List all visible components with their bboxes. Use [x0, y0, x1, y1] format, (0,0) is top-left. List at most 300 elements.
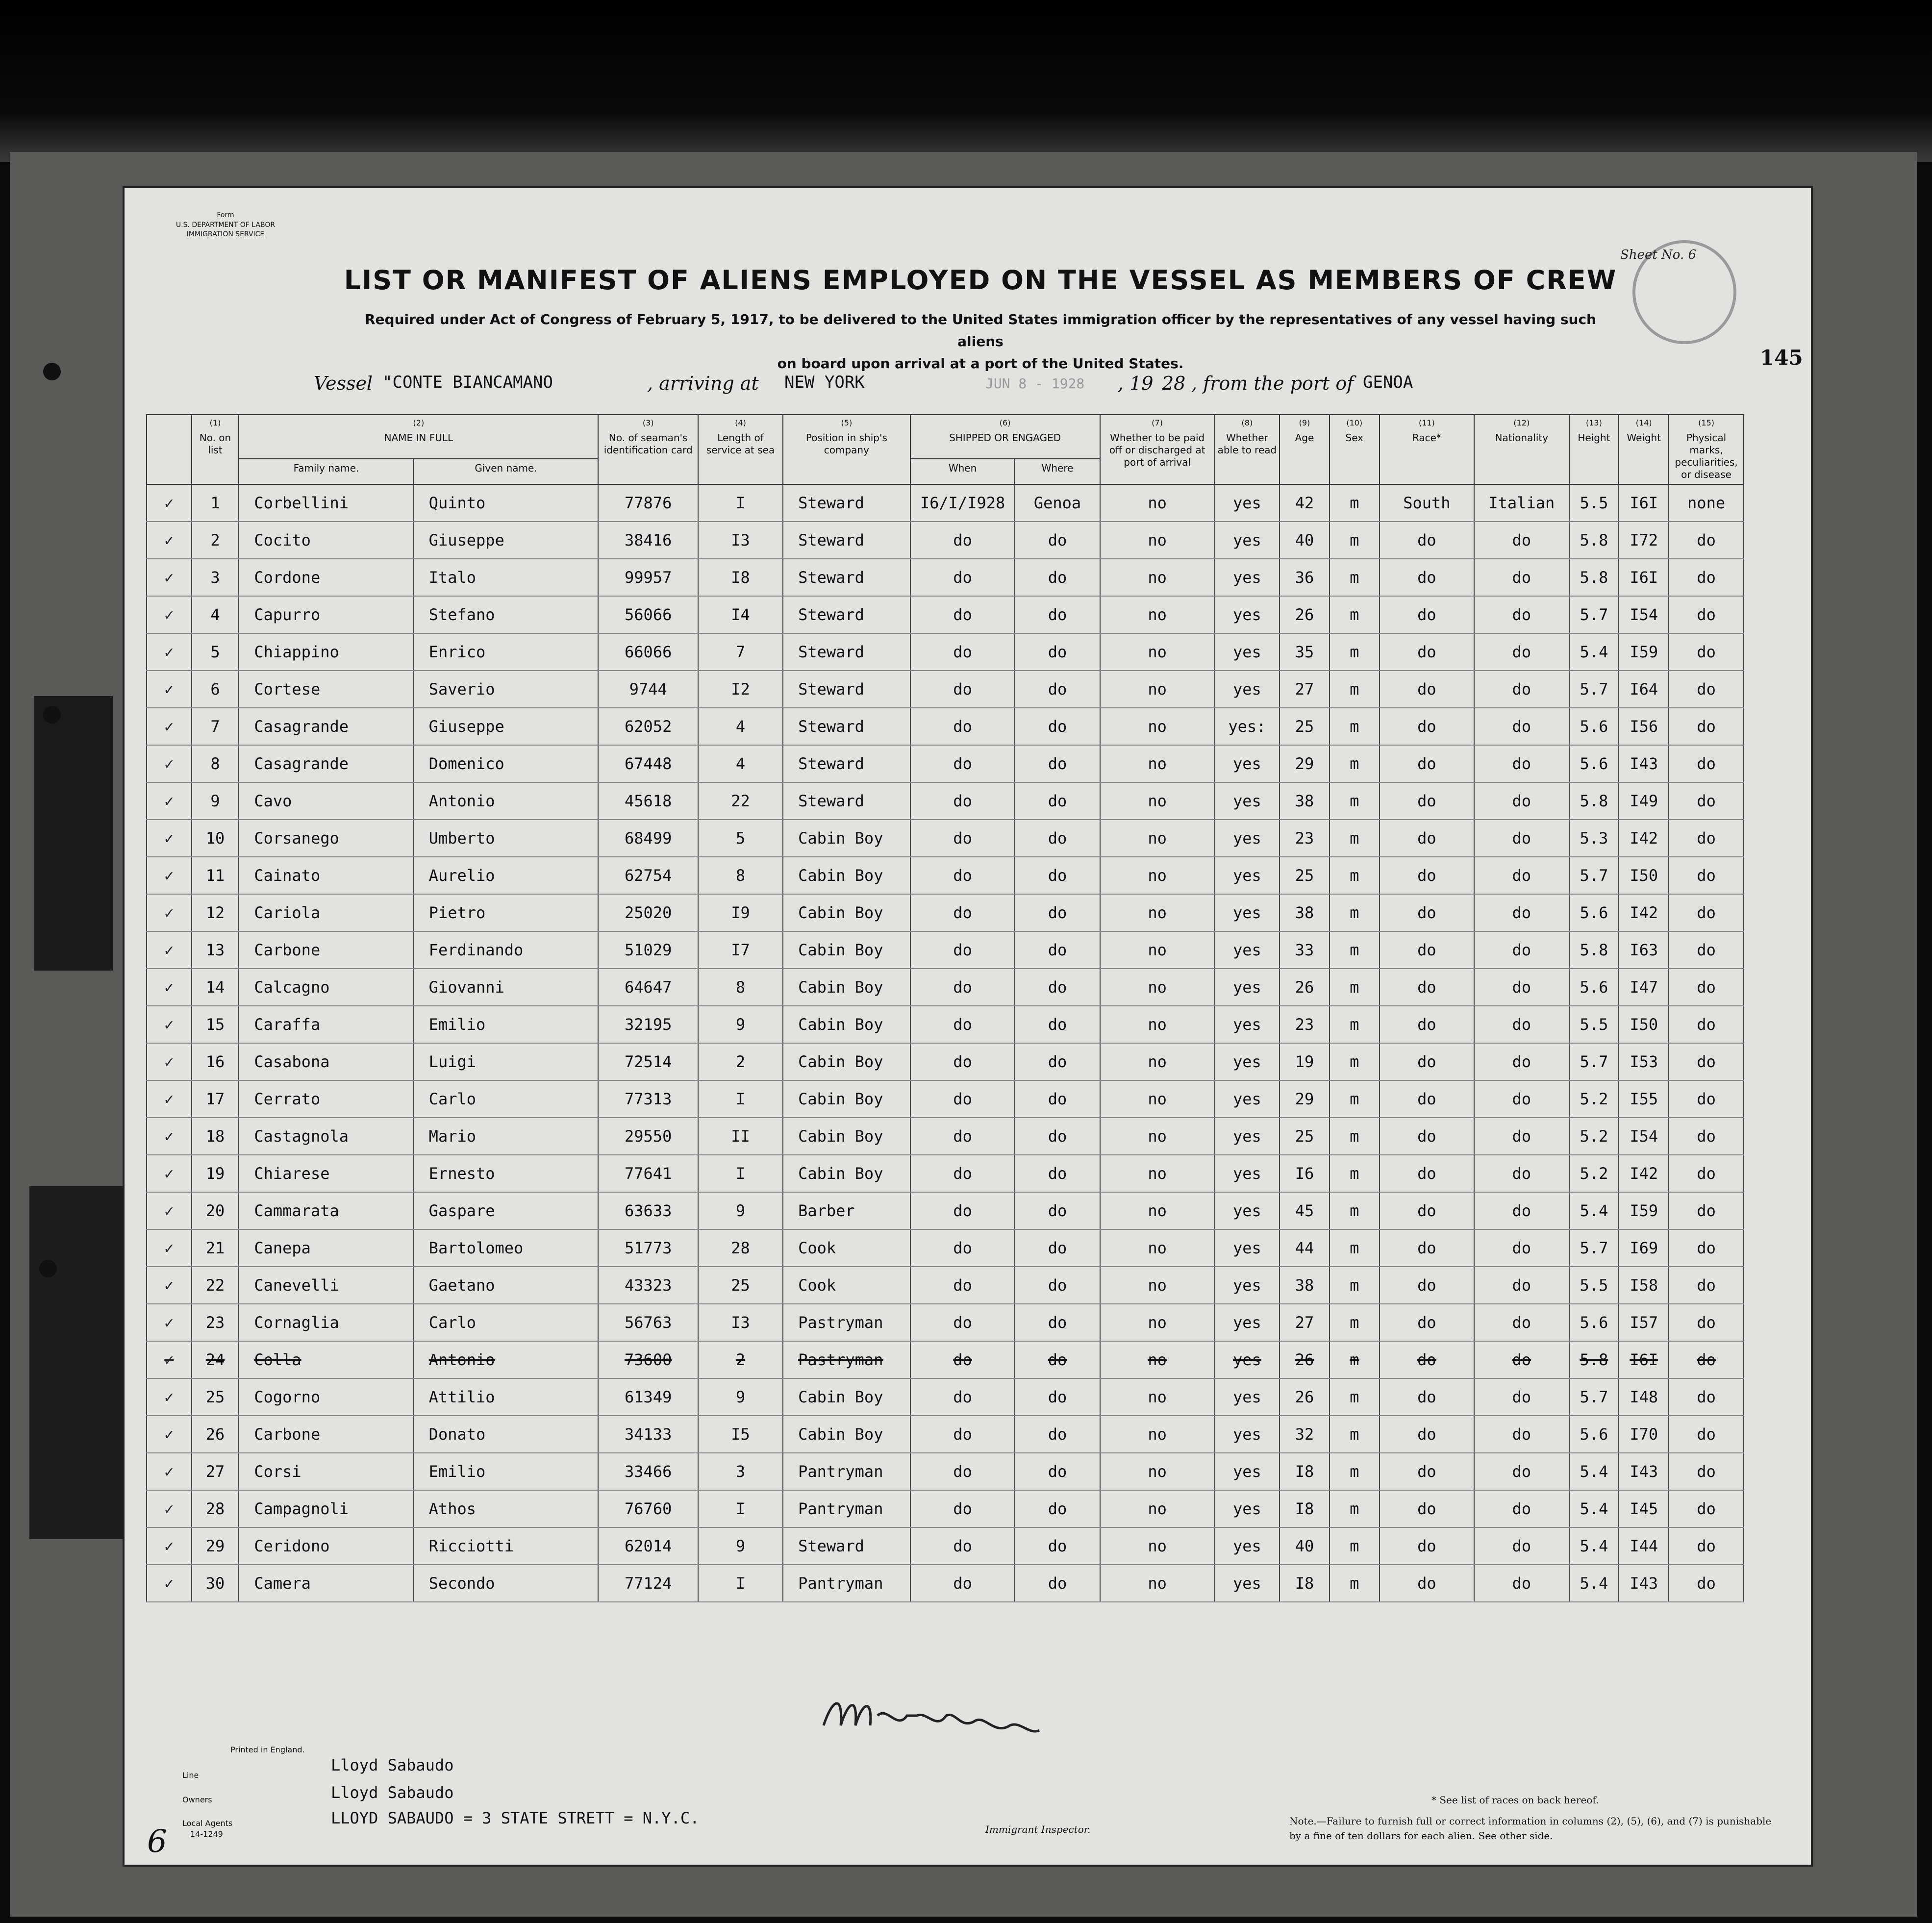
family-name-cell: Chiarese — [239, 1155, 413, 1192]
nationality-cell: do — [1474, 745, 1569, 782]
shipped-when-cell: do — [910, 1080, 1015, 1118]
race-cell: do — [1380, 559, 1474, 596]
table-row — [147, 633, 1744, 671]
header-height: (13) Height — [1569, 415, 1619, 484]
sex-cell: m — [1330, 1416, 1380, 1453]
sex-cell: m — [1330, 1341, 1380, 1378]
given-name-cell: Athos — [414, 1490, 599, 1527]
given-name-cell: Luigi — [414, 1043, 599, 1080]
sex-cell: m — [1330, 969, 1380, 1006]
physical-marks-cell: do — [1669, 745, 1744, 782]
scan-top-shadow — [0, 0, 1932, 162]
sex-cell: m — [1330, 1229, 1380, 1267]
table-row — [147, 1155, 1744, 1192]
position-cell: Steward — [783, 708, 910, 745]
table-row — [147, 484, 1744, 522]
weight-cell: I54 — [1619, 596, 1669, 633]
line-value: Lloyd Sabaudo — [331, 1756, 454, 1774]
check-mark-icon: ✓ — [147, 1229, 192, 1267]
service-length-cell: 4 — [698, 745, 783, 782]
row-number-cell: 22 — [192, 1267, 239, 1304]
nationality-cell: do — [1474, 559, 1569, 596]
check-mark-icon: ✓ — [147, 1118, 192, 1155]
family-name-cell: Cammarata — [239, 1192, 413, 1229]
service-length-cell: I — [698, 1155, 783, 1192]
service-length-cell: I — [698, 484, 783, 522]
physical-marks-cell: do — [1669, 708, 1744, 745]
race-cell: South — [1380, 484, 1474, 522]
header-row — [147, 415, 1744, 459]
given-name-cell: Mario — [414, 1118, 599, 1155]
able-to-read-cell: yes — [1215, 1527, 1280, 1565]
able-to-read-cell: yes — [1215, 1155, 1280, 1192]
weight-cell: I55 — [1619, 1080, 1669, 1118]
family-name-cell: Chiappino — [239, 633, 413, 671]
height-cell: 5.8 — [1569, 1341, 1619, 1378]
height-cell: 5.2 — [1569, 1080, 1619, 1118]
id-card-cell: 29550 — [598, 1118, 698, 1155]
row-number-cell: 27 — [192, 1453, 239, 1490]
arriving-label: , arriving at — [647, 373, 759, 394]
height-cell: 5.4 — [1569, 1192, 1619, 1229]
weight-cell: I43 — [1619, 1565, 1669, 1602]
header-position: (5) Position in ship's company — [783, 415, 910, 484]
physical-marks-cell: do — [1669, 782, 1744, 820]
header-where: Where — [1015, 459, 1100, 484]
header-name: (2) NAME IN FULL — [239, 415, 598, 459]
position-cell: Cabin Boy — [783, 1155, 910, 1192]
weight-cell: I42 — [1619, 820, 1669, 857]
handwritten-sheet-mark: 6 — [147, 1823, 167, 1860]
shipped-where-cell: do — [1015, 1043, 1100, 1080]
family-name-cell: Cariola — [239, 894, 413, 931]
check-mark-icon: ✓ — [147, 1341, 192, 1378]
header-marks: (15) Physical marks, peculiarities, or disease — [1669, 415, 1744, 484]
height-cell: 5.7 — [1569, 596, 1619, 633]
binder-hole — [43, 363, 61, 380]
table-row — [147, 782, 1744, 820]
family-name-cell: Casabona — [239, 1043, 413, 1080]
given-name-cell: Stefano — [414, 596, 599, 633]
given-name-cell: Aurelio — [414, 857, 599, 894]
physical-marks-cell: do — [1669, 1378, 1744, 1416]
id-card-cell: 73600 — [598, 1341, 698, 1378]
physical-marks-cell: do — [1669, 1080, 1744, 1118]
position-cell: Cabin Boy — [783, 1006, 910, 1043]
header-age: (9) Age — [1280, 415, 1330, 484]
age-cell: 23 — [1280, 1006, 1330, 1043]
check-mark-icon: ✓ — [147, 1080, 192, 1118]
paid-off-cell: no — [1100, 1155, 1215, 1192]
sex-cell: m — [1330, 1267, 1380, 1304]
check-mark-icon: ✓ — [147, 969, 192, 1006]
check-mark-icon: ✓ — [147, 484, 192, 522]
id-card-cell: 63633 — [598, 1192, 698, 1229]
check-mark-icon: ✓ — [147, 1006, 192, 1043]
shipped-where-cell: do — [1015, 894, 1100, 931]
shipped-when-cell: do — [910, 1155, 1015, 1192]
race-cell: do — [1380, 1192, 1474, 1229]
id-card-cell: 68499 — [598, 820, 698, 857]
position-cell: Steward — [783, 745, 910, 782]
weight-cell: I64 — [1619, 671, 1669, 708]
nationality-cell: do — [1474, 820, 1569, 857]
shipped-when-cell: do — [910, 857, 1015, 894]
printed-note: Printed in England. — [230, 1745, 305, 1754]
race-cell: do — [1380, 1341, 1474, 1378]
check-mark-icon: ✓ — [147, 857, 192, 894]
nationality-cell: do — [1474, 522, 1569, 559]
header-race: (11) Race* — [1380, 415, 1474, 484]
sex-cell: m — [1330, 894, 1380, 931]
service-length-cell: I3 — [698, 522, 783, 559]
shipped-when-cell: do — [910, 931, 1015, 969]
nationality-cell: do — [1474, 596, 1569, 633]
physical-marks-cell: do — [1669, 1267, 1744, 1304]
paid-off-cell: no — [1100, 559, 1215, 596]
table-row — [147, 1192, 1744, 1229]
service-length-cell: 9 — [698, 1527, 783, 1565]
race-cell: do — [1380, 1565, 1474, 1602]
sex-cell: m — [1330, 522, 1380, 559]
race-cell: do — [1380, 1267, 1474, 1304]
paid-off-cell: no — [1100, 1565, 1215, 1602]
able-to-read-cell: yes — [1215, 1192, 1280, 1229]
id-card-cell: 38416 — [598, 522, 698, 559]
able-to-read-cell: yes — [1215, 596, 1280, 633]
physical-marks-cell: do — [1669, 671, 1744, 708]
service-length-cell: I4 — [698, 596, 783, 633]
line-label: Line — [182, 1771, 199, 1780]
able-to-read-cell: yes: — [1215, 708, 1280, 745]
row-number-cell: 16 — [192, 1043, 239, 1080]
race-cell: do — [1380, 633, 1474, 671]
physical-marks-cell: do — [1669, 522, 1744, 559]
shipped-where-cell: do — [1015, 596, 1100, 633]
id-card-cell: 99957 — [598, 559, 698, 596]
able-to-read-cell: yes — [1215, 782, 1280, 820]
row-number-cell: 9 — [192, 782, 239, 820]
age-cell: I8 — [1280, 1565, 1330, 1602]
shipped-where-cell: do — [1015, 1341, 1100, 1378]
physical-marks-cell: do — [1669, 1490, 1744, 1527]
race-cell: do — [1380, 708, 1474, 745]
sex-cell: m — [1330, 820, 1380, 857]
nationality-cell: do — [1474, 1453, 1569, 1490]
id-card-cell: 45618 — [598, 782, 698, 820]
physical-marks-cell: do — [1669, 1229, 1744, 1267]
weight-cell: I59 — [1619, 1192, 1669, 1229]
row-number-cell: 3 — [192, 559, 239, 596]
row-number-cell: 15 — [192, 1006, 239, 1043]
shipped-where-cell: do — [1015, 633, 1100, 671]
physical-marks-cell: do — [1669, 1006, 1744, 1043]
paid-off-cell: no — [1100, 894, 1215, 931]
table-row — [147, 671, 1744, 708]
race-cell: do — [1380, 671, 1474, 708]
race-cell: do — [1380, 522, 1474, 559]
nationality-cell: do — [1474, 1565, 1569, 1602]
nationality-cell: do — [1474, 1416, 1569, 1453]
vessel-info-row — [314, 373, 1784, 402]
id-card-cell: 77313 — [598, 1080, 698, 1118]
shipped-where-cell: do — [1015, 1527, 1100, 1565]
service-length-cell: 2 — [698, 1043, 783, 1080]
shipped-when-cell: do — [910, 522, 1015, 559]
page-number: 145 — [1760, 346, 1803, 370]
position-cell: Steward — [783, 484, 910, 522]
check-mark-icon: ✓ — [147, 820, 192, 857]
shipped-when-cell: do — [910, 633, 1015, 671]
weight-cell: I56 — [1619, 708, 1669, 745]
id-card-cell: 51029 — [598, 931, 698, 969]
table-row — [147, 1043, 1744, 1080]
paid-off-cell: no — [1100, 1378, 1215, 1416]
age-cell: 19 — [1280, 1043, 1330, 1080]
id-card-cell: 9744 — [598, 671, 698, 708]
id-card-cell: 62052 — [598, 708, 698, 745]
age-cell: 40 — [1280, 522, 1330, 559]
service-length-cell: 9 — [698, 1006, 783, 1043]
physical-marks-cell: do — [1669, 894, 1744, 931]
family-name-cell: Cavo — [239, 782, 413, 820]
shipped-when-cell: do — [910, 1490, 1015, 1527]
shipped-where-cell: do — [1015, 1080, 1100, 1118]
id-card-cell: 43323 — [598, 1267, 698, 1304]
row-number-cell: 23 — [192, 1304, 239, 1341]
shipped-where-cell: do — [1015, 1006, 1100, 1043]
header-weight: (14) Weight — [1619, 415, 1669, 484]
weight-cell: I47 — [1619, 969, 1669, 1006]
shipped-where-cell: do — [1015, 1304, 1100, 1341]
weight-cell: I72 — [1619, 522, 1669, 559]
age-cell: I6 — [1280, 1155, 1330, 1192]
service-length-cell: 3 — [698, 1453, 783, 1490]
table-row — [147, 708, 1744, 745]
given-name-cell: Umberto — [414, 820, 599, 857]
able-to-read-cell: yes — [1215, 671, 1280, 708]
shipped-when-cell: do — [910, 782, 1015, 820]
owners-value: Lloyd Sabaudo — [331, 1783, 454, 1802]
header-when: When — [910, 459, 1015, 484]
nationality-cell: do — [1474, 633, 1569, 671]
race-cell: do — [1380, 596, 1474, 633]
shipped-where-cell: Genoa — [1015, 484, 1100, 522]
check-mark-icon: ✓ — [147, 633, 192, 671]
family-name-cell: Cainato — [239, 857, 413, 894]
weight-cell: I6I — [1619, 559, 1669, 596]
row-number-cell: 5 — [192, 633, 239, 671]
height-cell: 5.4 — [1569, 1527, 1619, 1565]
paid-off-cell: no — [1100, 671, 1215, 708]
position-cell: Steward — [783, 596, 910, 633]
paid-off-cell: no — [1100, 820, 1215, 857]
able-to-read-cell: yes — [1215, 820, 1280, 857]
shipped-when-cell: do — [910, 1416, 1015, 1453]
shipped-where-cell: do — [1015, 1118, 1100, 1155]
family-name-cell: Cornaglia — [239, 1304, 413, 1341]
shipped-where-cell: do — [1015, 1490, 1100, 1527]
shipped-when-cell: I6/I/I928 — [910, 484, 1015, 522]
given-name-cell: Bartolomeo — [414, 1229, 599, 1267]
position-cell: Steward — [783, 1527, 910, 1565]
nationality-cell: do — [1474, 708, 1569, 745]
position-cell: Cabin Boy — [783, 894, 910, 931]
age-cell: 35 — [1280, 633, 1330, 671]
table-row — [147, 1527, 1744, 1565]
service-length-cell: 5 — [698, 820, 783, 857]
sex-cell: m — [1330, 1565, 1380, 1602]
age-cell: 38 — [1280, 1267, 1330, 1304]
id-card-cell: 56763 — [598, 1304, 698, 1341]
check-column-header — [147, 415, 192, 484]
position-cell: Pantryman — [783, 1490, 910, 1527]
able-to-read-cell: yes — [1215, 1118, 1280, 1155]
row-number-cell: 28 — [192, 1490, 239, 1527]
paid-off-cell: no — [1100, 1192, 1215, 1229]
able-to-read-cell: yes — [1215, 745, 1280, 782]
year-suffix: 28 — [1162, 373, 1186, 394]
paid-off-cell: no — [1100, 1490, 1215, 1527]
weight-cell: I69 — [1619, 1229, 1669, 1267]
row-number-cell: 12 — [192, 894, 239, 931]
table-row — [147, 559, 1744, 596]
shipped-where-cell: do — [1015, 745, 1100, 782]
shipped-when-cell: do — [910, 596, 1015, 633]
position-cell: Cabin Boy — [783, 931, 910, 969]
race-cell: do — [1380, 1006, 1474, 1043]
service-length-cell: I5 — [698, 1416, 783, 1453]
weight-cell: I42 — [1619, 1155, 1669, 1192]
paid-off-cell: no — [1100, 1453, 1215, 1490]
physical-marks-cell: do — [1669, 1118, 1744, 1155]
height-cell: 5.2 — [1569, 1118, 1619, 1155]
height-cell: 5.5 — [1569, 1006, 1619, 1043]
nationality-cell: do — [1474, 1304, 1569, 1341]
table-row — [147, 522, 1744, 559]
row-number-cell: 4 — [192, 596, 239, 633]
physical-marks-cell: do — [1669, 633, 1744, 671]
sex-cell: m — [1330, 745, 1380, 782]
able-to-read-cell: yes — [1215, 1378, 1280, 1416]
sex-cell: m — [1330, 1490, 1380, 1527]
binder-hole — [43, 706, 61, 724]
check-mark-icon: ✓ — [147, 671, 192, 708]
row-number-cell: 11 — [192, 857, 239, 894]
service-length-cell: I — [698, 1080, 783, 1118]
row-number-cell: 6 — [192, 671, 239, 708]
height-cell: 5.6 — [1569, 894, 1619, 931]
position-cell: Steward — [783, 559, 910, 596]
check-mark-icon: ✓ — [147, 1192, 192, 1229]
paid-off-cell: no — [1100, 522, 1215, 559]
age-cell: 38 — [1280, 894, 1330, 931]
row-number-cell: 20 — [192, 1192, 239, 1229]
check-mark-icon: ✓ — [147, 522, 192, 559]
age-cell: 44 — [1280, 1229, 1330, 1267]
sex-cell: m — [1330, 931, 1380, 969]
weight-cell: I49 — [1619, 782, 1669, 820]
position-cell: Cabin Boy — [783, 1416, 910, 1453]
position-cell: Cabin Boy — [783, 1378, 910, 1416]
family-name-cell: Cerrato — [239, 1080, 413, 1118]
height-cell: 5.4 — [1569, 1565, 1619, 1602]
row-number-cell: 29 — [192, 1527, 239, 1565]
table-row — [147, 1118, 1744, 1155]
age-cell: 33 — [1280, 931, 1330, 969]
check-mark-icon: ✓ — [147, 1416, 192, 1453]
table-row — [147, 745, 1744, 782]
service-length-cell: 2 — [698, 1341, 783, 1378]
id-card-cell: 77124 — [598, 1565, 698, 1602]
height-cell: 5.7 — [1569, 1043, 1619, 1080]
sex-cell: m — [1330, 1118, 1380, 1155]
inspector-signature — [814, 1686, 1049, 1745]
paid-off-cell: no — [1100, 1267, 1215, 1304]
table-row — [147, 820, 1744, 857]
given-name-cell: Giuseppe — [414, 708, 599, 745]
race-cell: do — [1380, 1043, 1474, 1080]
check-mark-icon: ✓ — [147, 1565, 192, 1602]
row-number-cell: 19 — [192, 1155, 239, 1192]
sex-cell: m — [1330, 633, 1380, 671]
family-name-cell: Carbone — [239, 1416, 413, 1453]
shipped-when-cell: do — [910, 1378, 1015, 1416]
family-name-cell: Casagrande — [239, 708, 413, 745]
backing-strip — [34, 696, 113, 971]
service-length-cell: 8 — [698, 969, 783, 1006]
given-name-cell: Carlo — [414, 1080, 599, 1118]
nationality-cell: do — [1474, 1080, 1569, 1118]
race-cell: do — [1380, 1155, 1474, 1192]
height-cell: 5.4 — [1569, 1490, 1619, 1527]
height-cell: 5.7 — [1569, 857, 1619, 894]
shipped-when-cell: do — [910, 1006, 1015, 1043]
id-card-cell: 67448 — [598, 745, 698, 782]
header-no: (1) No. on list — [192, 415, 239, 484]
inspector-label: Immigrant Inspector. — [985, 1823, 1091, 1835]
shipped-when-cell: do — [910, 1229, 1015, 1267]
vessel-label: Vessel — [314, 373, 373, 394]
race-cell: do — [1380, 820, 1474, 857]
shipped-when-cell: do — [910, 1341, 1015, 1378]
position-cell: Cabin Boy — [783, 857, 910, 894]
service-length-cell: I8 — [698, 559, 783, 596]
physical-marks-cell: do — [1669, 1192, 1744, 1229]
sex-cell: m — [1330, 671, 1380, 708]
nationality-cell: Italian — [1474, 484, 1569, 522]
row-number-cell: 21 — [192, 1229, 239, 1267]
age-cell: 25 — [1280, 857, 1330, 894]
family-name-cell: Caraffa — [239, 1006, 413, 1043]
position-cell: Pastryman — [783, 1304, 910, 1341]
position-cell: Cook — [783, 1229, 910, 1267]
nationality-cell: do — [1474, 1527, 1569, 1565]
family-name-cell: Campagnoli — [239, 1490, 413, 1527]
physical-marks-cell: do — [1669, 1416, 1744, 1453]
position-cell: Pantryman — [783, 1565, 910, 1602]
service-length-cell: I3 — [698, 1304, 783, 1341]
position-cell: Cabin Boy — [783, 820, 910, 857]
height-cell: 5.7 — [1569, 671, 1619, 708]
document-title: LIST OR MANIFEST OF ALIENS EMPLOYED ON THE VESSEL AS MEMBERS OF CREW — [344, 265, 1617, 296]
age-cell: 42 — [1280, 484, 1330, 522]
shipped-when-cell: do — [910, 1267, 1015, 1304]
given-name-cell: Giuseppe — [414, 522, 599, 559]
position-cell: Cabin Boy — [783, 1080, 910, 1118]
nationality-cell: do — [1474, 1118, 1569, 1155]
race-cell: do — [1380, 1118, 1474, 1155]
